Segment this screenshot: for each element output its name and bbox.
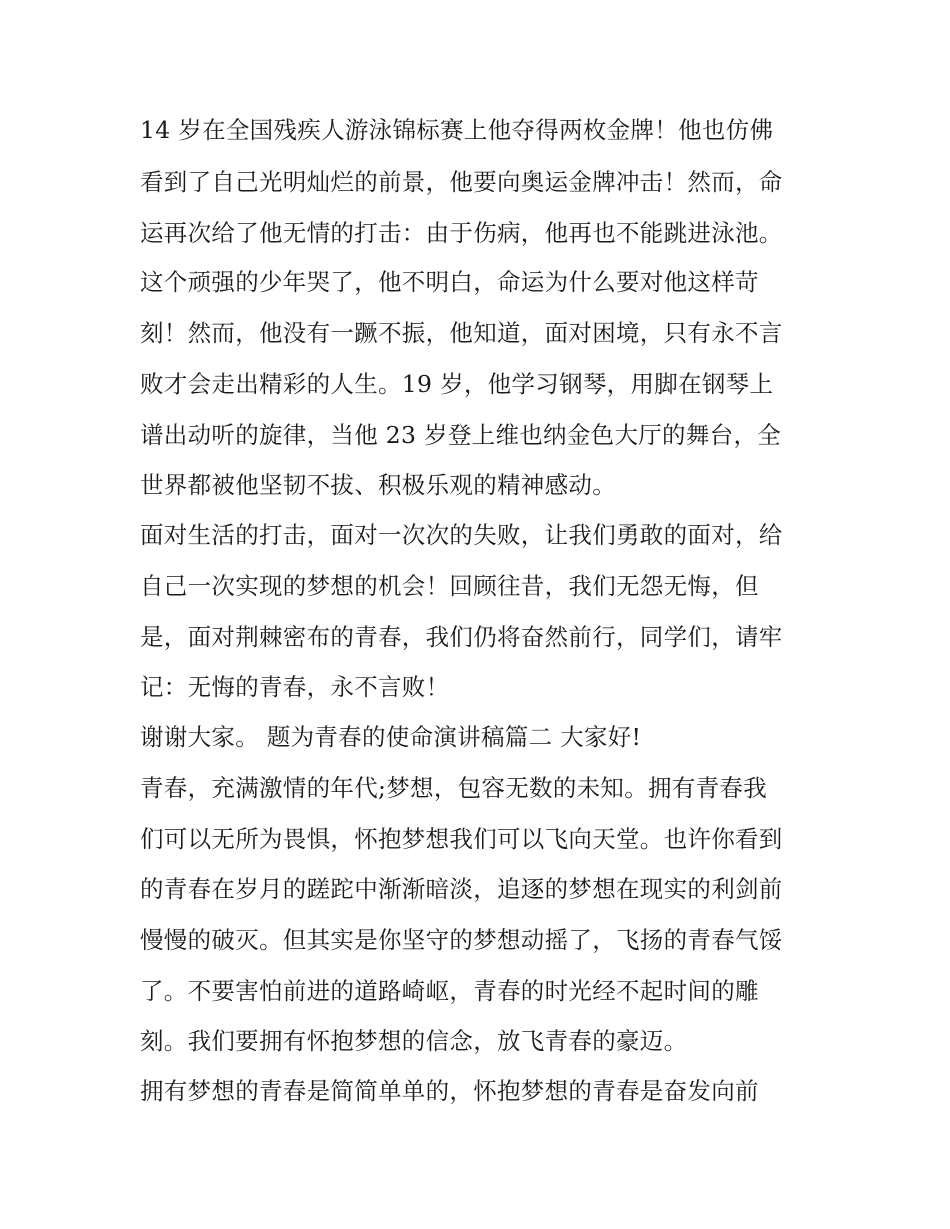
text-line: 谱出动听的旋律，当他 23 岁登上维也纳金色大厅的舞台，全 <box>140 421 782 449</box>
text-line: 了。不要害怕前进的道路崎岖，青春的时光经不起时间的雕 <box>140 977 759 1005</box>
text-line: 刻。我们要拥有怀抱梦想的信念，放飞青春的豪迈。 <box>140 1027 688 1055</box>
text-line: 这个顽强的少年哭了，他不明白，命运为什么要对他这样苛 <box>140 268 759 296</box>
text-line: 败才会走出精彩的人生。19 岁，他学习钢琴，用脚在钢琴上 <box>140 370 774 398</box>
text-line: 刻！然而，他没有一蹶不振，他知道，面对困境，只有永不言 <box>140 319 783 347</box>
text-line: 慢慢的破灭。但其实是你坚守的梦想动摇了，飞扬的青春气馁 <box>140 926 783 954</box>
text-line: 运再次给了他无情的打击：由于伤病，他再也不能跳进泳池。 <box>140 219 783 247</box>
text-line: 们可以无所为畏惧，怀抱梦想我们可以飞向天堂。也许你看到 <box>140 825 783 853</box>
text-line: 记：无悔的青春，永不言败！ <box>140 673 450 701</box>
text-line: 的青春在岁月的蹉跎中渐渐暗淡，追逐的梦想在现实的利剑前 <box>140 875 783 903</box>
text-line: 青春，充满激情的年代;梦想，包容无数的未知。拥有青春我 <box>140 774 768 802</box>
text-line: 谢谢大家。 题为青春的使命演讲稿篇二 大家好! <box>140 723 642 751</box>
text-line: 是，面对荆棘密布的青春，我们仍将奋然前行，同学们，请牢 <box>140 623 783 651</box>
text-line: 自己一次实现的梦想的机会！回顾往昔，我们无怨无悔，但 <box>140 572 759 600</box>
text-line: 世界都被他坚韧不拔、积极乐观的精神感动。 <box>140 471 616 499</box>
text-line: 看到了自己光明灿烂的前景，他要向奥运金牌冲击！然而，命 <box>140 168 783 196</box>
text-line: 14 岁在全国残疾人游泳锦标赛上他夺得两枚金牌！他也仿佛 <box>140 116 774 144</box>
text-line: 拥有梦想的青春是简简单单的，怀抱梦想的青春是奋发向前 <box>140 1077 759 1105</box>
text-line: 面对生活的打击，面对一次次的失败，让我们勇敢的面对，给 <box>140 521 783 549</box>
